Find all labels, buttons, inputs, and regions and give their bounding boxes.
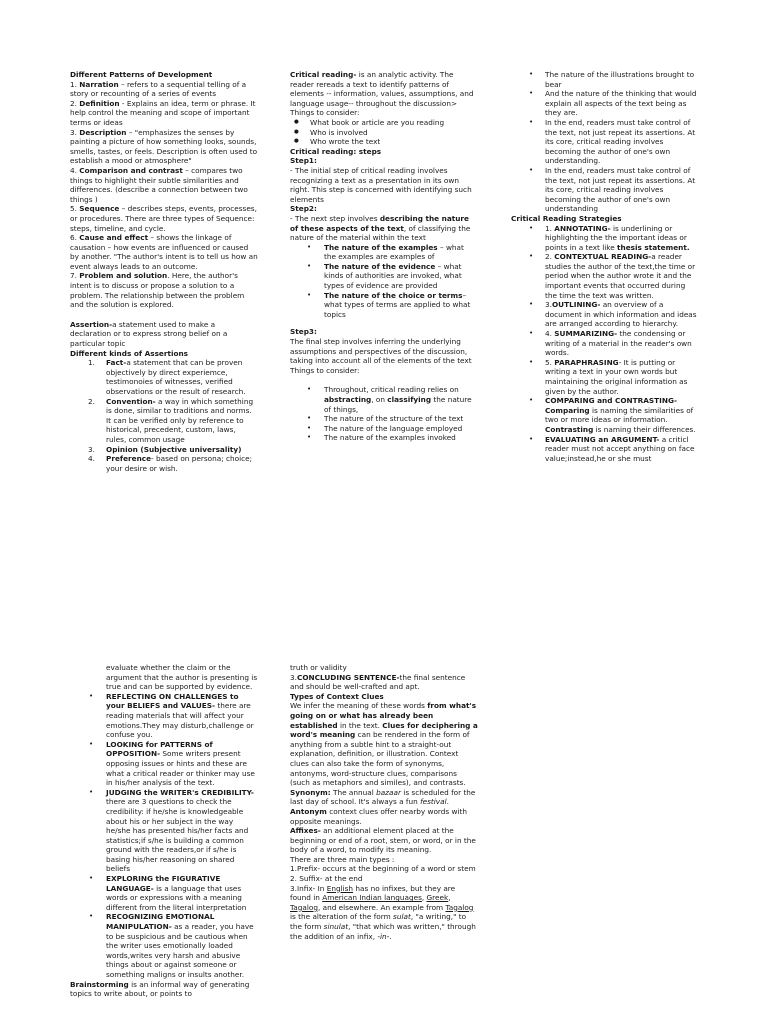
step2-list xyxy=(290,243,478,320)
strategy-item: • 2. CONTEXTUAL READING-a reader studies the author of the text,the time or period when the author wrote it and the important events that occurred during the time the text was written. xyxy=(511,252,699,300)
column-evaluating xyxy=(70,663,258,999)
list-item: • The nature of the evidence – what kinds of authorities are invoked, what types of evidence are provided xyxy=(290,262,478,291)
column-context-clues xyxy=(290,663,478,941)
list-item: • In the end, readers must take control of the text, not just repeat its assertions. At its core, critical reading involves becoming the author of one's own understanding xyxy=(511,166,699,214)
link-tagalog[interactable]: Tagalog xyxy=(290,902,318,912)
pattern-item: 3. Description – "emphasizes the senses by painting a picture of how something looks, sounds, smells, tastes, or feels. Description is often used to establish a mood or atmosphere" xyxy=(70,127,258,166)
list-item: • The nature of the language employed xyxy=(290,424,478,434)
infix-text: 3.Infix- In English has no infixes, but they are found in American Indian languages, Greek, Tagalog, and elsewhere. An example from Tagalog is the alteration of the form sulat, "a writing," to the form sinulat, "that which was written," through the addition of an infix, -in-. xyxy=(290,883,476,941)
list-item: • The nature of the structure of the text xyxy=(290,414,478,424)
link-english[interactable]: English xyxy=(326,883,354,893)
list-item: ● Who is involved xyxy=(290,128,478,138)
truth-line: truth or validity xyxy=(290,663,347,672)
list-item: • JUDGING the WRITER's CREDIBILITY- there are 3 questions to check the credibility: if he/she is knowledgeable about his or her subject in the way he/she has presented his/her facts and statistics;if s/he is building a common ground with the readers,or if s/he is basing his/her reasoning on shared beliefs xyxy=(70,788,258,874)
step1-text: - The initial step of critical reading involves recognizing a text as a presentation in its own right. This step is concerned with identifying such elements xyxy=(290,165,472,204)
consider-list xyxy=(290,118,478,147)
strategy-item: • 4. SUMMARIZING- the condensing or writing of a material in the reader's own words. xyxy=(511,329,699,358)
section-title-kinds: Different kinds of Assertions xyxy=(70,348,188,358)
suffix-text: 2. Suffix- at the end xyxy=(290,874,363,884)
strategies-title: Critical Reading Strategies xyxy=(511,213,622,223)
list-item: • The nature of the examples invoked xyxy=(290,433,478,443)
list-item: • In the end, readers must take control of the text, not just repeat its assertions. At its core, critical reading involves becoming the author of one's own understanding. xyxy=(511,118,699,166)
nature-list xyxy=(511,70,699,214)
list-item: 1. Fact-a statement that can be proven objectively by direct experiemce, testimonoies of witnesses, verified observations or the result of research. xyxy=(88,358,246,396)
synonym-example: Synonym: The annual bazaar is scheduled for the last day of school. It's always a fun festival. xyxy=(290,787,476,807)
list-item: ● What book or article are you reading xyxy=(290,118,478,128)
critical-reading-intro: Critical reading- is an analytic activity. The reader rereads a text to identify patterns of elements -- information, values, assumptions, and language usage-- throughout the discussion> xyxy=(290,70,474,108)
antonym-text: Antonym context clues offer nearby words with opposite meanings. xyxy=(290,806,468,826)
step3-label: Step3: xyxy=(290,327,317,337)
strategy-item: • EVALUATING an ARGUMENT- a criticl reader must not accept anything on face value;instead,he or she must xyxy=(511,435,699,464)
steps-title: Critical reading: steps xyxy=(290,146,382,156)
kinds-list xyxy=(70,358,258,473)
list-item: 4. Preference- based on persona; choice; your desire or wish. xyxy=(88,454,253,473)
list-item: 2. Convention- a way in which something is done, similar to traditions and norms. It can be verified only by reference to historical, precedent, custom, laws, rules, common usage xyxy=(88,396,254,444)
pattern-item: 4. Comparison and contrast – compares two things to highlight their subtle similarities and differences. (describe a connection between two things ) xyxy=(70,165,248,204)
step3-text: The final step involves inferring the underlying assumptions and perspectives of the discussion, taking into account all of the elements of the text xyxy=(290,337,472,366)
list-item: • And the nature of the thinking that would explain all aspects of the text being as they are. xyxy=(511,89,699,118)
strategy-item: • COMPARING and CONTRASTING- Comparing is naming the similarities of two or more ideas or information. Contrasting is naming their differences. xyxy=(511,396,699,434)
list-item: • EXPLORING the FIGURATIVE LANGUAGE- is a language that uses words or expressions with a meaning different from the literal interpretation xyxy=(70,874,258,912)
affixes-text: Affixes- an additional element placed at the beginning or end of a root, stem, or word, or in the body of a word, to modify its meaning. xyxy=(290,826,476,855)
list-item: ● Who wrote the text xyxy=(290,137,478,147)
strategy-item: • 5. PARAPHRASING- It is putting or writing a text in your own words but maintaining the original information as given by the author. xyxy=(511,358,699,396)
list-item: • REFLECTING ON CHALLENGES to your BELIEFS and VALUES- there are reading materials that will affect your emotions.They may disturb,challenge or confuse you. xyxy=(70,692,258,740)
evaluating-list xyxy=(70,692,258,980)
column-patterns xyxy=(70,70,258,473)
link-american-indian[interactable]: American Indian languages xyxy=(322,893,422,903)
main-types-label: There are three main types : xyxy=(290,854,395,864)
brainstorming-paragraph: Brainstorming is an informal way of generating topics to write about, or points to xyxy=(70,979,250,999)
list-item: • The nature of the illustrations brought to bear xyxy=(511,70,699,89)
list-item: • LOOKING for PATTERNS of OPPOSITION- Some writers present opposing issues or hints and these are what a critical reader or thinker may use in his/her analysis of the text. xyxy=(70,740,258,788)
step3-list xyxy=(290,385,478,443)
consider-label: Things to consider: xyxy=(290,108,360,118)
strategy-item: • 3.OUTLINING- an overview of a document in which information and ideas are arranged according to hierarchy. xyxy=(511,300,699,329)
list-item: • Throughout, critical reading relies on abstracting, on classifying the nature of things, xyxy=(290,385,478,414)
context-clues-text: We infer the meaning of these words from what's going on or what has already been established in the text. Clues for deciphering a word's meaning can be rendered in the form of anything from a subtle hint to a straight-out explanation, definition, or illustration. Context clues can also take the form of synonyms, antonyms, word-structure clues, comparisons (such as metaphors and similes), and contrasts. xyxy=(290,701,478,788)
prefix-text: 1.Prefix- occurs at the beginning of a word or stem xyxy=(290,864,476,874)
list-item: 3. Opinion (Subjective universality) xyxy=(88,444,242,454)
pattern-item: 2. Definition - Explains an idea, term or phrase. It help control the meaning and scope of important terms or ideas xyxy=(70,98,256,127)
strategies-list xyxy=(511,224,699,464)
column-strategies xyxy=(511,70,699,463)
step3-consider: Things to consider: xyxy=(290,365,360,375)
link-greek[interactable]: Greek xyxy=(426,893,449,903)
step1-label: Step1: xyxy=(290,156,317,166)
assertion-paragraph: Assertion-a statement used to make a declaration or to express strong belief on a particular topic xyxy=(70,319,228,349)
pattern-item: 6. Cause and effect – shows the linkage of causation – how events are influenced or caused by another. "The author's intent is to tell us how an event always leads to an outcome. xyxy=(70,233,258,271)
section-title-patterns: Different Patterns of Development xyxy=(70,70,213,79)
link-tagalog-2[interactable]: Tagalog xyxy=(445,902,474,912)
list-item: • RECOGNIZING EMOTIONAL MANIPULATION- as a reader, you have to be suspicious and be cautious when the writer uses emotionally loaded words,writes very harsh and abusive things about or against someone or something maligns or insults another. xyxy=(70,912,258,979)
pattern-item: 5. Sequence – describes steps, events, processes, or procedures. There are three types of Sequence: steps, timeline, and cycle. xyxy=(70,204,257,233)
context-clues-title: Types of Context Clues xyxy=(290,691,384,701)
list-item: • The nature of the choice or terms– what types of terms are applied to what topics xyxy=(290,291,478,320)
step2-label: Step2: xyxy=(290,204,317,214)
pattern-item: 7. Problem and solution. Here, the author's intent is to discuss or propose a solution to a problem. The relationship between the problem and the solution is explored. xyxy=(70,271,245,310)
concluding-sentence: 3.CONCLUDING SENTENCE-the final sentence and should be well-crafted and apt. xyxy=(290,672,466,692)
step2-text: - The next step involves describing the nature of these aspects of the text, of classifying the nature of the material within the text xyxy=(290,213,471,243)
list-item: • The nature of the examples – what the examples are examples of xyxy=(290,243,478,262)
patterns-list xyxy=(70,80,258,310)
pattern-item: 1. Narration – refers to a sequential telling of a story or recounting of a series of events xyxy=(70,79,247,99)
evaluate-continuation: evaluate whether the claim or the argument that the author is presenting is true and can be supported by evidence. xyxy=(106,663,258,692)
column-critical-reading xyxy=(290,70,478,443)
strategy-item: • 1. ANNOTATING- is underlining or highlighting the the important ideas or points in a text like thesis statement. xyxy=(511,224,699,253)
